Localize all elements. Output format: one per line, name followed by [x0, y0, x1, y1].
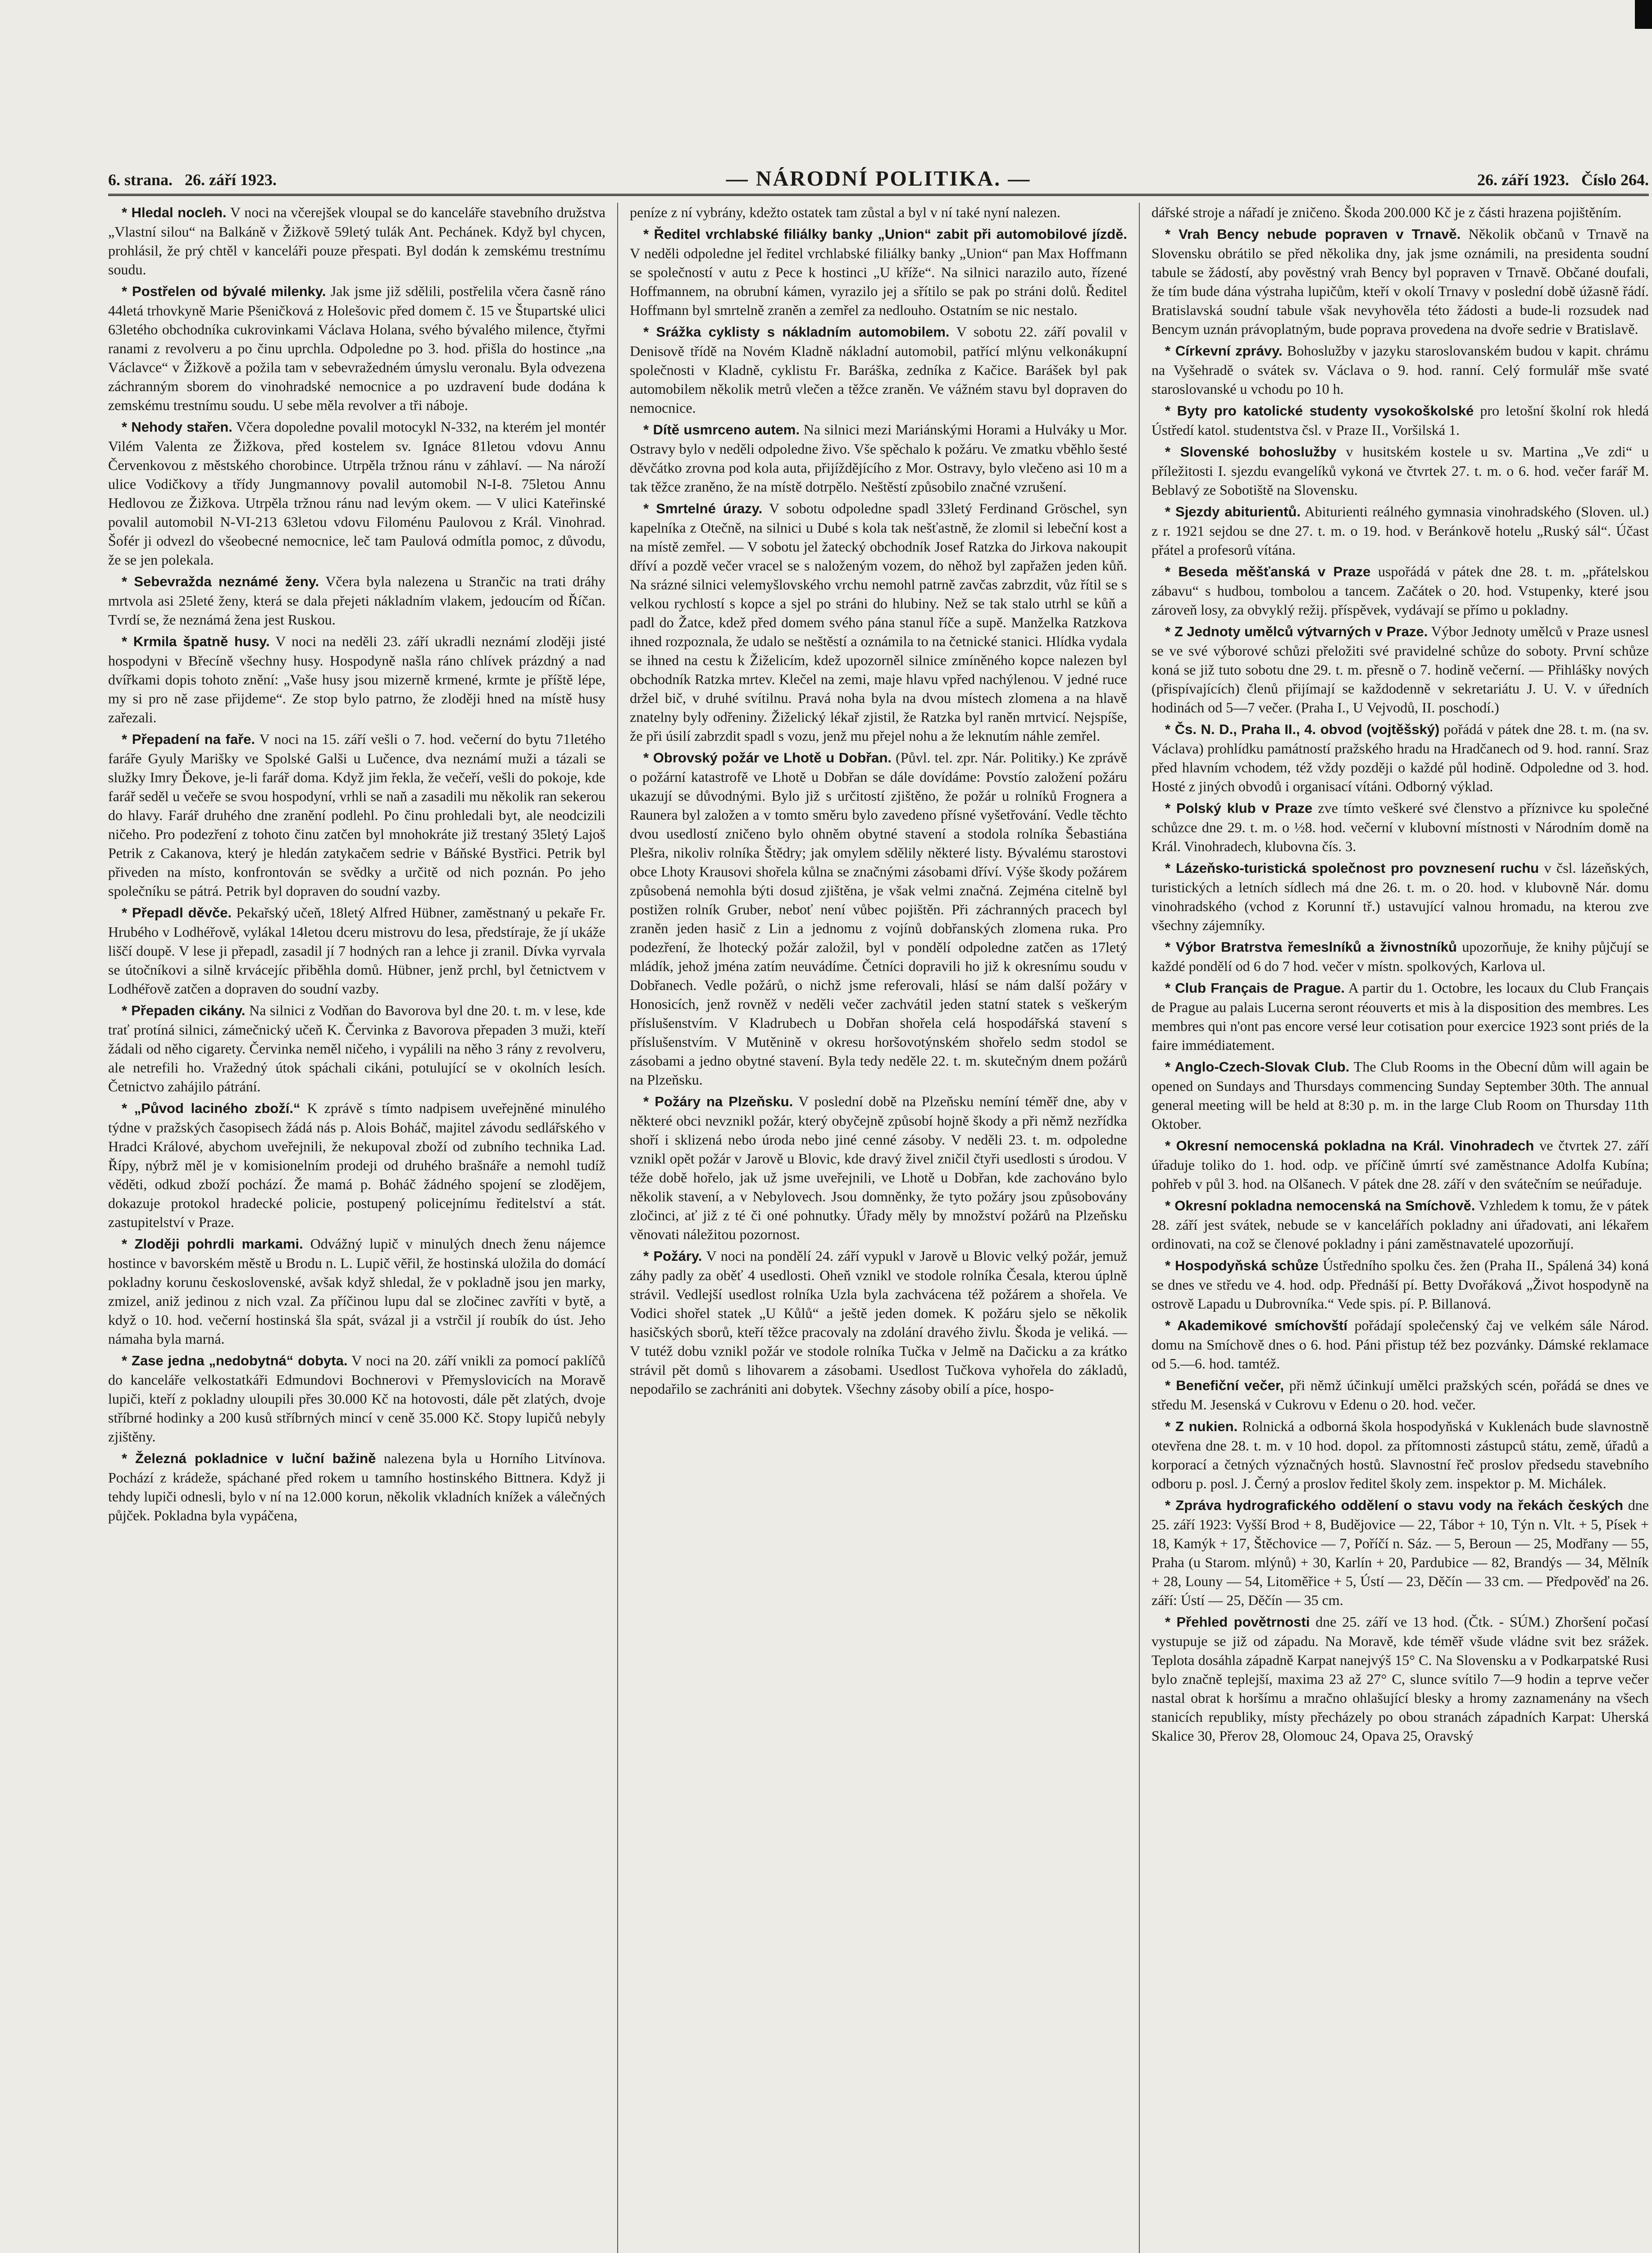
article-body: ve čtvrtek 27. září úřaduje toliko do 1. hod. odp. ve příčině úmrtí své zaměstnance Adolfa Kubína; pohřeb v půl 3. hod. na Olšanech. V pátek dne 28. září v den svátečním se neúřaduje. — [1151, 1137, 1649, 1192]
article — [1151, 1057, 1649, 1133]
article — [1151, 1612, 1649, 1745]
article-body: V neděli odpoledne jel ředitel vrchlabské filiálky banky „Union“ pan Max Hoffmann se společností v autu z Pece k hostinci „U kříže“. Na silnici narazilo auto, řízené Hoffmannem, na obrubní kámen, vyrazilo jej a sřítilo se pak po stráni dolů. Ředitel Hoffmann byl smrtelně zraněn a zemřel za nedlouho. Ostatním se nic nestalo. — [630, 245, 1127, 318]
article — [630, 322, 1127, 417]
column-2 — [617, 203, 1139, 2253]
article-body: Na silnici z Vodňan do Bavorova byl dne 20. t. m. v lese, kde trať protíná silnici, zámečnický učeň K. Červinka z Bavorova přepaden 3 muži, kteří žádali od něho cigarety. Červinka neměl ničeho, i vypálili na něho 3 rány z revolveru, ale netrefili ho. Vražedný útok spáchali cikáni, potulující se v okolních lesích. Četnictvo zahájilo pátrání. — [108, 1002, 606, 1095]
article — [1151, 1256, 1649, 1313]
article-title: * Přepadení na faře. — [122, 731, 255, 747]
article-body: V poslední době na Plzeňsku nemíní téměř dne, aby v některé obci nevznikl požár, který obyčejně způsobí hojně škody a při němž nezřídka shoří i sklizená nebo úroda nebo jiné cenné zásoby. V neděli 23. t. m. odpoledne vznikl opět požár v Jarově u Blovic, kde dravý živel zničil čtyři usedlosti s úrodou. V téže době hořelo, jak už jsme uveřejnili, ve Lhotě u Dobřan, kde zachováno bylo několik stavení, a v Nebylovech. Jsou domněnky, že tyto požáry jsou způsobovány zločinci, ať již z té či oné pohnutky. Úřady měly by množství požárů na Plzeňsku věnovati náležitou pozornost. — [630, 1093, 1128, 1242]
article — [1151, 341, 1649, 398]
article — [1151, 562, 1649, 619]
article-body: Včera byla nalezena u Strančic na trati dráhy mrtvola asi 25leté ženy, která se dala přejeti nákladním vlakem, jedoucím od Říčan. Tvrdí se, že neznámá žena jest Ruskou. — [108, 573, 606, 628]
article-title: * Přehled povětrnosti — [1165, 1614, 1310, 1630]
masthead-title: — NÁRODNÍ POLITIKA. — — [726, 167, 1031, 191]
article — [1151, 1316, 1649, 1373]
article-body: Bohoslužby v jazyku staroslovanském budou v kapit. chrámu na Vyšehradě o svátek sv. Václava o 9. hod. ranní. Celý formulář mše svaté staroslovanské u vchodu po 10 h. — [1151, 342, 1649, 397]
article — [1151, 978, 1649, 1054]
article-body: nalezena byla u Horního Litvínova. Pochází z krádeže, spáchané před rokem u tamního hostinského Bittnera. Když ji tehdy lupiči odnesli, bylo v ní na 12.000 korun, několik vkladních knížek a válečných půjček. Pokladna byla vypáčena, — [108, 1450, 606, 1523]
article — [1151, 1136, 1649, 1193]
article — [1151, 622, 1649, 717]
article — [1151, 1196, 1649, 1253]
article-body: Včera dopoledne povalil motocykl N-332, na kterém jel montér Vilém Valenta ze Žižkova, před kostelem sv. Ignáce 81letou vdovu Annu Červenkovou z městského chorobince. Utrpěla tržnou ránu v záhlaví. — Na nároží ulice Vodičkovy a třídy Jungmannovy povalil automobil N-I-8. 75letou Annu Hedlovou ze Žižkova. Utrpěla tržnou ránu nad levým okem. — V ulici Kateřinské povalil automobil N-VI-213 63letou vdovu Filoménu Paulovou z Král. Vinohrad. Šofér ji odvezl do všeobecné nemocnice, leč tam Paulová odmítla pomoc, z důvodu, že se jen polekala. — [108, 419, 606, 568]
article-body: Pekařský učeň, 18letý Alfred Hübner, zaměstnaný u pekaře Fr. Hrubého v Lodhéřově, vylákal 14letou dceru mistrovu do lesa, předstíraje, že jí ukáže liščí doupě. V lese ji přepadl, zasadil jí 7 hodných ran a lehce ji zranil. Dívka vyrvala se útočníkovi a silně krvácejíc přiběhla domů. Hübner, jenž prchl, byl četnictvem v Lodhéřově zatčen a dopraven do soudní vazby. — [108, 904, 606, 997]
article — [1151, 858, 1649, 935]
article-body: V noci na neděli 23. září ukradli neznámí zloději jisté hospodyni v Břecíně všechny husy. Hospodyně našla ráno chlívek prázdný a nad dvířkami dopis tohoto znění: „Vaše husy jsou mizerně krmené, krmte je příště lépe, my si pro ně zase přijdeme“. Ze stop bylo patrno, že zloději hned na místě husy zařezali. — [108, 633, 606, 725]
article — [1151, 401, 1649, 439]
header-date-right: 26. září 1923. — [1477, 171, 1569, 189]
article — [108, 1099, 605, 1231]
article-body: Jak jsme již sdělili, postřelila včera časně ráno 44letá trhovkyně Marie Pšeničková z Holešovic před domem č. 15 ve Štupartské ulici 63letého obchodníka cukrovinkami Václava Holana, svého bývalého milence, čtyřmi ranami z revolveru a po činu uprchla. Odpoledne po 3. hod. přišla do hostince „na Václavce“ v Žižkově a požila tam v sebevražedném úmyslu veronalu. Byla odvezena záchranným sborem do vinohradské nemocnice a po uzdravení bude dodána k zemskému trestnímu soudu. U sebe měla revolver a tři náboje. — [108, 283, 605, 413]
article — [630, 1092, 1127, 1244]
article — [108, 1449, 605, 1525]
article-title: * Lázeňsko-turistická společnost pro povznesení ruchu — [1165, 860, 1539, 876]
article-body: Odvážný lupič v minulých dnech ženu nájemce hostince v bavorském městě u Brodu n. L. Lupič věřil, že hostinská uložila do domácí pokladny korunu československé, avšak když shledal, že v pokladně jsou jen marky, zmizel, aniž jedinou z nich vzal. Za příčinou lupu dal se zločinec zavříti v bytě, a když o 10. hod. večerní hostinská šla spát, svázal ji a vstrčil jí roubík do úst. Jeho námaha byla marná. — [108, 1236, 606, 1347]
article-title: * Dítě usmrceno autem. — [643, 422, 800, 438]
article — [108, 282, 605, 415]
article — [108, 903, 605, 998]
article — [630, 748, 1127, 1089]
article-title: * Přepaden cikány. — [122, 1003, 246, 1018]
article — [1151, 502, 1649, 559]
article-title: * Hospodyňská schůze — [1165, 1258, 1319, 1273]
article-title: * Vrah Bency nebude popraven v Trnavě. — [1165, 226, 1461, 242]
article — [108, 1351, 605, 1446]
article-title: * Byty pro katolické studenty vysokoškolské — [1165, 403, 1474, 419]
article — [1151, 224, 1649, 338]
article-title: * Benefiční večer, — [1165, 1377, 1284, 1393]
article-title: * Postřelen od bývalé milenky. — [122, 283, 326, 299]
article — [630, 420, 1127, 496]
article-body: pořádají společenský čaj ve velkém sále Národ. domu na Smíchově dnes o 6. hod. Páni přistup též bez pozvánky. Dámské reklamace od 5.—6. hod. tamtéž. — [1151, 1317, 1649, 1372]
header-date-left: 26. září 1923. — [185, 171, 277, 189]
article — [108, 632, 605, 727]
article-body: Několik občanů v Trnavě na Slovensku obrátilo se před několika dny, jak jsme oznámili, na presidenta soudní tabule se žádostí, aby pověstný vrah Bency byl popraven v Trnavě. Občané doufali, že tím bude dána výstraha lupičům, kteří v okolí Trnavy v poslední době úžasně řádí. Bratislavská soudní tabule však nevyhověla této žádosti a bude-li rozsudek nad Bencym uznán právoplatným, bude poprava provedena na dvoře sedrie v Bratislavě. — [1151, 226, 1649, 337]
article-body: v husitském kostele u sv. Martina „Ve zdi“ u příležitosti I. sjezdu evangelíků vykoná ve čtvrtek 27. t. m. o 6. hod. večer farář M. Beblavý ze Sobotiště na Slovensku. — [1151, 443, 1649, 498]
article-body: pořádá v pátek dne 28. t. m. (na sv. Václava) prohlídku památností pražského hradu na Hradčanech od 9. hod. ranní. Sraz před hlavním vchodem, též vždy později o každé půl hodině. Odpoledne od 3. hod. Hosté z jiných obvodů i organisací vítáni. Odborný výklad. — [1151, 721, 1649, 794]
article-title: * Beseda měšťanská v Praze — [1165, 564, 1371, 579]
article — [108, 417, 605, 569]
article-body: Rolnická a odborná škola hospodyňská v Kuklenách bude slavnostně otevřena dne 28. t. m. v 10 hod. dopol. za přítomnosti zástupců státu, země, úřadů a korporací a četných význačných hostů. Slavnostní řeč proslov předsedu stavebního odboru p. posl. J. Černý a proslov ředitel školy zem. inspektor p. M. Michálek. — [1151, 1418, 1649, 1491]
article-title: * Přepadl děvče. — [122, 905, 232, 921]
article-title: * Akademikové smíchovští — [1165, 1318, 1347, 1333]
article — [108, 572, 605, 629]
article-title: * Čs. N. D., Praha II., 4. obvod (vojtěšský) — [1165, 721, 1440, 737]
corner-mark — [1635, 0, 1652, 29]
article — [630, 499, 1127, 745]
article-body: dne 25. září 1923: Vyšší Brod + 8, Budějovice — 22, Tábor + 10, Týn n. Vlt. + 5, Písek + 18, Kamýk + 17, Štěchovice — 7, Poříčí n. Sáz. — 5, Beroun — 25, Modřany — 55, Praha (u Starom. mlýnů) + 30, Karlín + 20, Pardubice — 82, Brandýs — 34, Mělník + 28, Louny — 54, Litoměřice + 5, Ústí — 23, Děčín — 33 cm. — Předpověď na 26. září: Ústí — 25, Děčín — 35 cm. — [1151, 1497, 1649, 1608]
article-title: * Železná pokladnice v luční bažině — [122, 1450, 376, 1466]
article — [630, 203, 1127, 222]
article-body: uspořádá v pátek dne 28. t. m. „přátelskou zábavu“ s hudbou, tombolou a tancem. Začátek o 20. hod. Vstupenky, které jsou zároveň losy, za obvyklý režij. příspěvek, vydávají se přímo u pokladny. — [1151, 563, 1649, 618]
article-body: v čsl. lázeňských, turistických a letních sídlech má dne 26. t. m. o 20. hod. v klubovně Nár. domu vinohradského (vchod z Korunní tř.) ustavující valnou hromadu, na kterou zve všechny zájemníky. — [1151, 860, 1649, 933]
article — [1151, 442, 1649, 499]
article-body: A partir du 1. Octobre, les locaux du Club Français de Prague au palais Lucerna seront réouverts et mis à la disposition des membres. Les membres qui n'ont pas encore versé leur cotisation pour exercice 1923 sont priés de la faire immédiatement. — [1151, 980, 1649, 1053]
article-body: V noci na včerejšek vloupal se do kanceláře stavebního družstva „Vlastní silou“ na Balkáně v Žižkově 59letý tulák Ant. Pechánek. Když byl chycen, prohlásil, že prý chtěl v kanceláři pouze přespati. Byl dodán k zemskému trestnímu soudu. — [108, 204, 606, 278]
article-body: The Club Rooms in the Obecní dům will again be opened on Sundays and Thursdays commencing Sunday September 30th. The annual general meeting will be held at 8:30 p. m. in the large Club Room on Thursday 11th Oktober. — [1151, 1058, 1649, 1132]
article-title: * Sjezdy abiturientů. — [1165, 504, 1301, 520]
article-body: zve tímto veškeré své členstvo a příznivce ku společné schůzce dne 29. t. m. o ½8. hod. večerní v klubovní místnosti v Národním domě na Král. Vinohradech, klubovna čís. 3. — [1151, 800, 1649, 854]
article-title: * Sebevražda neznámé ženy. — [122, 574, 319, 589]
article-body: Abiturienti reálného gymnasia vinohradského (Sloven. ul.) z r. 1921 sejdou se dne 27. t. m. o 19. hod. v Beránkově hotelu „Ruský sál“. Účast přátel a profesorů vítána. — [1151, 503, 1649, 558]
article-title: * Z Jednoty umělců výtvarných v Praze. — [1165, 624, 1428, 639]
article-body: Na silnici mezi Mariánskými Horami a Hulváky u Mor. Ostravy bylo v neděli odpoledne živo. Vše spěchalo k požáru. Ve zmatku vběhlo šesté děvčátko zrovna pod kola auta, přijíždějícího z Mor. Ostravy, bylo vlečeno asi 10 m a tak těžce zraněno, že na místě dotrpělo. Neštěstí způsobilo značné vzrušení. — [630, 421, 1128, 495]
article-body: V sobotu 22. září povalil v Denisově třídě na Novém Kladně nákladní automobil, patřící mlýnu velkonákupní společnosti v Kladně, cyklistu Fr. Baráška, zedníka z Kačice. Barášek byl pak automobilem několik metrů vlečen a těžce zraněn. Ve vážném stavu byl dopraven do nemocnice. — [630, 324, 1128, 416]
article-title: * Slovenské bohoslužby — [1165, 444, 1337, 460]
header-right — [1477, 170, 1649, 189]
article-title: * Okresní nemocenská pokladna na Král. Vinohradech — [1165, 1138, 1534, 1154]
article-title: * Club Français de Prague. — [1165, 980, 1345, 996]
article-title: * Hledal nocleh. — [122, 205, 227, 220]
article — [1151, 1496, 1649, 1610]
article — [1151, 720, 1649, 796]
article — [1151, 798, 1649, 856]
article-body: Ústředního spolku čes. žen (Praha II., Spálená 34) koná se dnes ve středu ve 4. hod. odp. Přednáší pí. Betty Dvořáková „Život hospodyně na ostrově Lapadu u Dubrovníka.“ Vede spis. pí. P. Billanová. — [1151, 1257, 1649, 1312]
article-title: * Anglo-Czech-Slovak Club. — [1165, 1059, 1350, 1075]
article-body: V sobotu odpoledne spadl 33letý Ferdinand Gröschel, syn kapelníka z Otečně, na silnici u Dubé s kola tak nešťastně, že zlomil si lebeční kost a na místě zemřel. — V sobotu jel žatecký obchodník Josef Ratzka do Jirkova nakoupit dříví a pozdě večer vracel se s naloženým vozem, do něhož byl zapřažen jeden kůň. Na srázné silnici velemyšlovského vrchu nemohl patrně zavčas zabrzdit, vůz řítil se s velkou rychlostí s kopce a sjel po stráni do hlubiny. Než se tak stalo utrhl se kůň a padl do Žatce, kdež před domem svého pána stanul říče a supě. Manželka Ratzkova ihned rozpoznala, že udalo se neštěstí a oznámila to na četnické stanici. Hlídka vydala se ihned na cestu k Žiželicím, kdež upozorněl silnice zmíněného kopce nalezen byl obchodník Ratzka mrtev. Klečel na zemi, maje hlavu vpřed nachýlenou. V jedné ruce držel bič, v druhé svítilnu. Pravá noha byla na dvou místech zlomena a na hlavě znatelny byly odřeniny. Žiželický lékař zjistil, že Ratzka byl raněn mrtvicí. Nejspíše, že při úsilí zabrzdit spadl s vozu, jenž mu přejel nohu a že leknutím náhle zemřel. — [630, 500, 1128, 744]
article-title: * Polský klub v Praze — [1165, 800, 1313, 816]
article-title: * Ředitel vrchlabské filiálky banky „Union“ zabit při automobilové jízdě. — [643, 226, 1127, 242]
article-body: peníze z ní vybrány, kdežto ostatek tam zůstal a byl v ní také nyní nalezen. — [630, 204, 1060, 220]
article — [1151, 1376, 1649, 1414]
article-title: * „Původ laciného zboží.“ — [122, 1100, 300, 1116]
article — [108, 730, 605, 900]
newspaper-page — [108, 162, 1649, 2253]
article-body: upozorňuje, že knihy půjčují se každé pondělí od 6 do 7 hod. večer v místn. spolkových, Karlova ul. — [1151, 939, 1649, 974]
article — [1151, 1417, 1649, 1493]
header-left — [108, 170, 277, 189]
article-title: * Církevní zprávy. — [1165, 343, 1283, 359]
article-body: dářské stroje a nářadí je zničeno. Škoda 200.000 Kč je z části hrazena pojištěním. — [1151, 204, 1622, 220]
article-body: pro letošní školní rok hledá Ústředí katol. studentstva čsl. v Praze II., Voršilská 1. — [1151, 402, 1649, 438]
article-body: dne 25. září ve 13 hod. (Čtk. - SÚM.) Zhoršení počasí vystupuje se již od západu. Na Moravě, kde téměř všude vládne svit bez srážek. Teplota dosáhla západně Karpat nanejvýš 15° C. Na Slovensku a v Podkarpatské Rusi bylo značně teplejší, maxima 23 až 27° C, slunce svítilo 7—9 hodin a teprve večer nastal obrat k horšímu a mračno ohlašující blesky a hromy zaznamenány na všech stanicích republiky, místy přecházely po obou stranách západních Karpat: Uherská Skalice 30, Přerov 28, Olomouc 24, Opava 25, Oravský — [1151, 1614, 1649, 1744]
article — [1151, 203, 1649, 222]
article-body: V noci na pondělí 24. září vypukl v Jarově u Blovic velký požár, jemuž záhy padly za oběť 4 usedlosti. Oheň vznikl ve stodole rolníka Česala, kterou úplně strávil. Vedlejší usedlost rolníka Uzla byla zachvácena též požárem a shořela. Ve Vodici shořel statek „U Kůlů“ a ještě jeden domek. K požáru sjelo se několik hasičských sborů, kteří těžce pracovaly na zdolání dravého živlu. Škoda je veliká. — V tutéž dobu vznikl požár ve stodole rolníka Tučka v Jelmě na Dačicku a za krátko strávil pět domů s lihovarem a zásobami. Usedlost Tučkova vyhořela do základů, nepodařilo se zachrániti ani dobytek. Všechny zásoby obilí a píce, hospo- — [630, 1248, 1128, 1397]
article — [108, 203, 605, 279]
article — [1151, 937, 1649, 976]
article — [630, 224, 1127, 319]
article-body: V noci na 20. září vnikli za pomocí paklíčů do kanceláře velkostatkáři Edmundovi Bochnerovi v Přemyslovicích na Moravě lupiči, kteří z pokladny uloupili přes 30.000 Kč na hotovosti, dále pět zlatých, dvoje stříbrné hodinky a 200 kusů stříbrných mincí v ceně 35.000 Kč. Stopy lupičů nebyly zjištěny. — [108, 1352, 606, 1445]
article — [630, 1246, 1127, 1398]
article-title: * Smrtelné úrazy. — [643, 501, 763, 516]
article-body: Výbor Jednoty umělců v Praze usnesl se ve své výborové schůzi přeložiti své pravidelné schůze do soboty. První schůze koná se již tuto sobotu dne 29. t. m. přesně o 7. hodině večerní. — Přihlášky nových (přispívajících) členů přijímají se každodenně v sekretariátu J. U. V. v úředních hodinách od 5—7 večer. (Praha I., U Vejvodů, II. poschodí.) — [1151, 623, 1649, 716]
article-title: * Zloději pohrdli markami. — [122, 1236, 303, 1252]
column-3 — [1139, 203, 1649, 2253]
article — [108, 1234, 605, 1348]
article-title: * Zase jedna „nedobytná“ dobyta. — [122, 1353, 348, 1368]
article-body: V noci na 15. září vešli o 7. hod. večerní do bytu 71letého faráře Gyuly Marišky ve Spolské Galši u Lučence, dva neznámí muži a tázali se služky Imry Ďekove, je-li farář doma. Když jim řekla, že večeří, vešli do pokoje, kde farář seděl u večeře se svou hospodyní, vrhli se naň a zasadili mu několik ran sekerou do hlavy. Farář druhého dne zranění podlehl. Po činu prohledali byt, ale neodcizili ničeho. Pro podezření z tohoto činu zatčen byl mnohokráte již trestaný 35letý Lajoš Petrik z Cakanova, který je hledán zatykačem sedrie v Báňské Bystřici. Petrik byl přiveden na místo, konfrontován se svědky a určitě od nich poznán. Po jeho společníku se pátrá. Petrik byl dopraven do soudní vazby. — [108, 731, 606, 899]
article-title: * Požáry. — [643, 1248, 702, 1264]
article-title: * Z nukien. — [1165, 1418, 1238, 1434]
page-number: 6. strana. — [108, 171, 173, 189]
article-title: * Krmila špatně husy. — [122, 634, 270, 649]
article — [108, 1001, 605, 1096]
issue-number: Číslo 264. — [1581, 171, 1649, 189]
article-title: * Obrovský požár ve Lhotě u Dobřan. — [643, 750, 892, 766]
article-title: * Výbor Bratrstva řemeslníků a živnostníků — [1165, 939, 1457, 955]
article-title: * Okresní pokladna nemocenská na Smíchově. — [1165, 1198, 1475, 1213]
article-title: * Srážka cyklisty s nákladním automobilem. — [643, 324, 950, 340]
column-1 — [108, 203, 617, 2253]
article-body: při němž účinkují umělci pražských scén, pořádá se dnes ve středu Μ. Jesenská v Cukrovu v Edenu o 20. hod. večer. — [1151, 1377, 1649, 1413]
article-columns — [108, 203, 1649, 2253]
page-header — [108, 162, 1649, 196]
article-title: * Zpráva hydrografického oddělení o stavu vody na řekách českých — [1165, 1497, 1624, 1513]
article-body: K zprávě s tímto nadpisem uveřejněné minulého týdne v pražských časopisech žádá nás p. Alois Boháč, majitel závodu sedlářského v Hradci Králové, abychom uveřejnili, že nekupoval zboží od zubního technika Lad. Řípy, nýbrž měl je v komisionelním prodeji od druhého brašnáře a nemohl tudíž věděti, odkud zboží pochází. Že mamá p. Boháč žádného spojení se zlodějem, dokazuje protokol hradecké policie, postupený policejnímu ředitelství a stát. zastupitelství v Praze. — [108, 1100, 606, 1230]
article-body: (Půvl. tel. zpr. Nár. Politiky.) Ke zprávě o požární katastrofě ve Lhotě u Dobřan se dále dovídáme: Povstío založení požáru ukazují se důvodnými. Bylo již s určitostí zjištěno, že požár u rolníků Frognera a Raunera byl založen a v tomto směru bylo zavedeno přísné vyšetřování. Vedle těchto dvou usedlostí zničeno bylo ohněm obytné stavení a stodola rolníka Šebastiána Plešra, nikoliv rolníka Štědry; jak omylem sdělily některé listy. Bývalému starostovi obce Lhoty Krausovi shořela kůlna se značnými zásobami dříví. Výše škody požárem způsobená nemohla býti dosud zjištěna, je však velmi značná. Zejména citelně byl postižen rolník Gruber, neboť není vůbec pojištěn. Při záchranných pracech byl zraněn jeden hasič z Lin a jednomu z vojínů dobřanských zlomena ruka. Pro podezření, že lhotecký požár založil, byl v pondělí odpoledne zatčen as 17letý mládík, jehož jména zatím neuvádíme. Četníci dopravili ho již k okresnímu soudu v Dobřanech. Vedle požárů, o nichž jsme referovali, hlásí se nám další požáry v Honosicích, jenž rovněž v neděli večer zachvátil jeden statní statek s veškerým příslušenstvím. V Kladrubech u Dobřan shořela celá hospodářská stavení s příslušenstvím. V Mutěnině v okresu horšovotýnském shořelo sedm stodol se zásobami a jedno obytné stavení. Byla tedy neděle 22. t. m. skutečným dnem požárů na Plzeňsku. — [630, 749, 1127, 1088]
article-body: Vzhledem k tomu, že v pátek 28. září jest svátek, nebude se v kancelářích pokladny ani úřadovati, ani lékařem ordinovati, na což se členové pokladny i páni zaměstnavatelé upozorňují. — [1151, 1197, 1649, 1252]
article-title: * Požáry na Plzeňsku. — [643, 1094, 793, 1109]
article-title: * Nehody stařen. — [122, 419, 232, 435]
